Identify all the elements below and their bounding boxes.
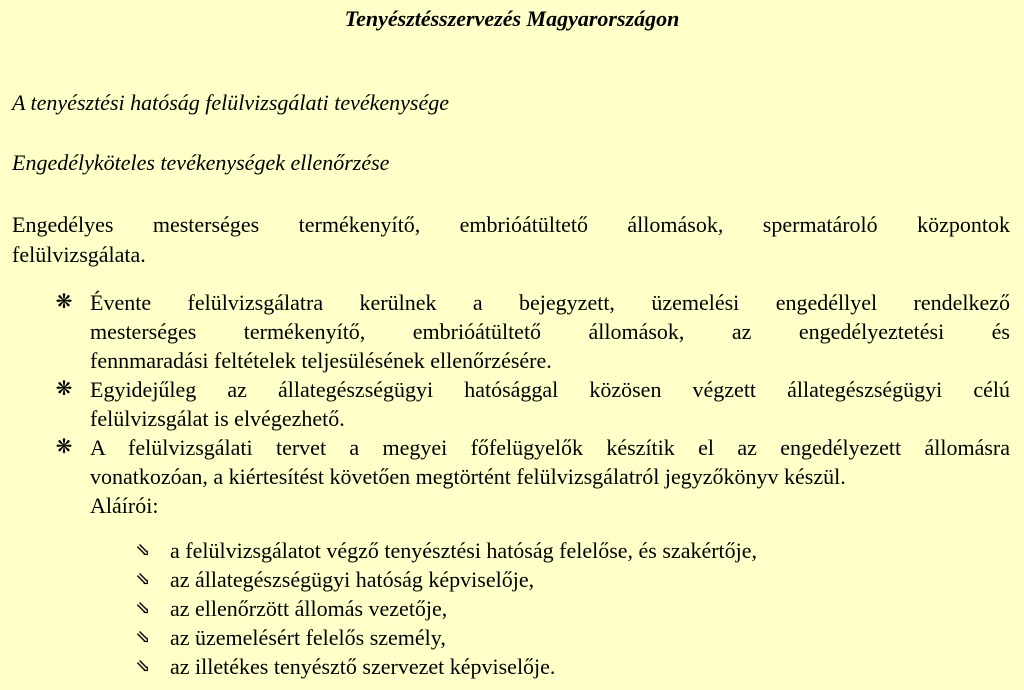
list-item [130,623,757,652]
subsection-heading: Engedélyköteles tevékenységek ellenőrzése [12,150,390,175]
page-title: Tenyésztésszervezés Magyarországon [344,6,680,31]
bullet-line: Aláírói: [90,493,159,518]
list-item [52,288,1010,375]
outlined-arrow-icon: ⇘ [135,569,151,589]
bullet-line: vonatkozóan, a kiértesítést követően megtörtént felülvizsgálatról jegyzőkönyv készül. [90,464,846,489]
signatory-text: az üzemelésért felelős személy, [170,625,446,650]
section-heading: A tenyésztési hatóság felülvizsgálati tevékenysége [12,90,450,115]
list-item [130,594,757,623]
list-item [52,433,1010,520]
intro-line: felülvizsgálata. [12,242,146,267]
outlined-arrow-icon: ⇘ [135,656,151,676]
list-item [130,536,757,565]
intro-line: Engedélyes mesterséges termékenyítő, embrióátültető állomások, spermatároló központok [12,212,1010,237]
signatory-text: az állategészségügyi hatóság képviselője, [170,567,535,592]
bullet-line: mesterséges termékenyítő, embrióátültető állomások, az engedélyeztetési és [90,319,1010,344]
signatory-text: a felülvizsgálatot végző tenyésztési hatóság felelőse, és szakértője, [170,538,758,563]
bullet-line: Évente felülvizsgálatra kerülnek a bejegyzett, üzemelési engedéllyel rendelkező [90,290,1010,315]
bullet-line: felülvizsgálat is elvégezhető. [90,406,345,431]
bullet-line: A felülvizsgálati tervet a megyei főfelügyelők készítik el az engedélyezett állomásra [90,435,1010,460]
outlined-arrow-icon: ⇘ [135,540,151,560]
signatory-text: az illetékes tenyésztő szervezet képviselője. [170,654,556,679]
signatory-text: az ellenőrzött állomás vezetője, [170,596,448,621]
list-item [52,375,1010,433]
intro-paragraph [12,210,1010,270]
bullet-list [52,288,1010,520]
signatory-list [130,536,757,681]
snowflake-asterisk-icon: ❋ [55,378,73,400]
list-item [130,652,757,681]
outlined-arrow-icon: ⇘ [135,598,151,618]
bullet-line: fennmaradási feltételek teljesülésének ellenőrzésére. [90,348,552,373]
outlined-arrow-icon: ⇘ [135,627,151,647]
snowflake-asterisk-icon: ❋ [55,436,73,458]
list-item [130,565,757,594]
bullet-line: Egyidejűleg az állategészségügyi hatósággal közösen végzett állategészségügyi célú [90,377,1010,402]
snowflake-asterisk-icon: ❋ [55,291,73,313]
